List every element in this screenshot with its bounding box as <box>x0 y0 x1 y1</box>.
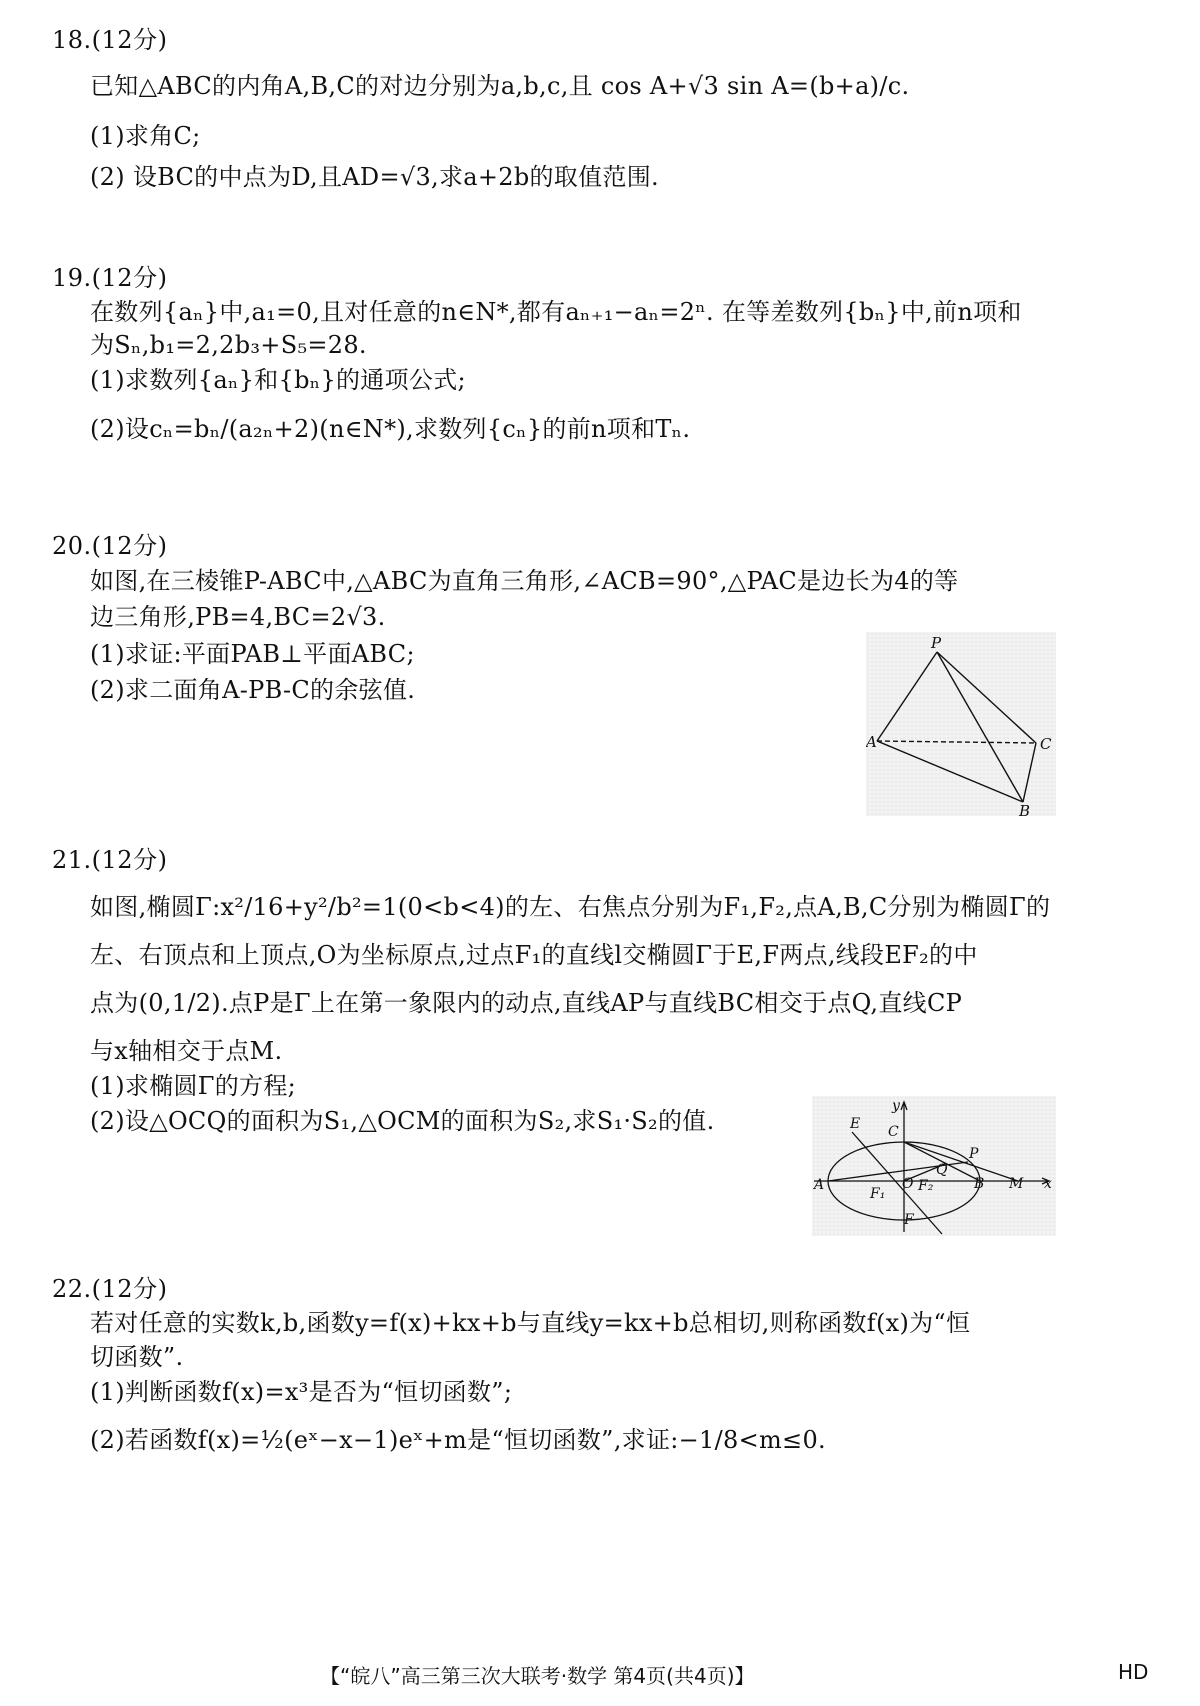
question-22-number: 22.(12分) <box>52 1275 168 1303</box>
question-22-line-2: 切函数”. <box>90 1343 184 1371</box>
label-A: A <box>814 1177 825 1193</box>
label-Q: Q <box>936 1162 948 1178</box>
question-19-number: 19.(12分) <box>52 264 168 292</box>
label-O: O <box>902 1176 914 1192</box>
question-18-line-2: (1)求角C; <box>90 122 201 150</box>
question-20-number: 20.(12分) <box>52 532 168 560</box>
question-21-line-3: 点为(0,1/2).点P是Γ上在第一象限内的动点,直线AP与直线BC相交于点Q,直线CP <box>90 989 963 1017</box>
label-P: P <box>969 1146 979 1162</box>
question-19-line-1: 在数列{aₙ}中,a₁=0,且对任意的n∈N*,都有aₙ₊₁−aₙ=2ⁿ. 在等差数列{bₙ}中,前n项和 <box>90 298 1022 326</box>
question-18-number: 18.(12分) <box>52 26 168 54</box>
question-21-line-5: (1)求椭圆Γ的方程; <box>90 1072 297 1100</box>
question-21-line-6: (2)设△OCQ的面积为S₁,△OCM的面积为S₂,求S₁·S₂的值. <box>90 1107 715 1135</box>
label-F: F <box>904 1212 914 1228</box>
label-P: P <box>931 634 942 652</box>
question-20-line-1: 如图,在三棱锥P-ABC中,△ABC为直角三角形,∠ACB=90°,△PAC是边长为4的等 <box>90 567 959 595</box>
label-B: B <box>1019 802 1031 816</box>
ellipse-figure <box>812 1096 1056 1236</box>
label-F2: F₂ <box>918 1178 934 1194</box>
edge-AB <box>877 741 1023 802</box>
question-22-line-3: (1)判断函数f(x)=x³是否为“恒切函数”; <box>90 1378 513 1406</box>
edge-CB <box>1023 743 1036 802</box>
question-20-line-3: (1)求证:平面PAB⊥平面ABC; <box>90 640 415 668</box>
edge-PC <box>937 652 1036 743</box>
label-M: M <box>1009 1176 1024 1192</box>
question-22-line-1: 若对任意的实数k,b,函数y=f(x)+kx+b与直线y=kx+b总相切,则称函数f(x)为“恒 <box>90 1309 971 1337</box>
label-C: C <box>888 1124 899 1140</box>
ellipse-diagram <box>812 1096 1056 1236</box>
label-x: x <box>1044 1176 1052 1192</box>
question-21-line-1: 如图,椭圆Γ:x²/16+y²/b²=1(0<b<4)的左、右焦点分别为F₁,F₂,点A,B,C分别为椭圆Γ的 <box>90 893 1051 921</box>
question-22-line-4: (2)若函数f(x)=½(eˣ−x−1)eˣ+m是“恒切函数”,求证:−1/8<m≤0. <box>90 1426 826 1454</box>
label-E: E <box>850 1116 861 1132</box>
question-18-line-1: 已知△ABC的内角A,B,C的对边分别为a,b,c,且 cos A+√3 sin A=(b+a)/c. <box>90 72 910 100</box>
footer-exam-info: 【“皖八”高三第三次大联考·数学 第4页(共4页)】 <box>320 1664 755 1688</box>
pyramid-diagram <box>866 632 1056 816</box>
label-y: y <box>892 1098 900 1114</box>
label-A: A <box>866 733 877 751</box>
edge-AC-hidden <box>877 741 1036 743</box>
label-B: B <box>974 1176 985 1192</box>
edge-PB <box>937 652 1023 802</box>
label-F1: F₁ <box>870 1186 886 1202</box>
question-19-line-2: 为Sₙ,b₁=2,2b₃+S₅=28. <box>90 331 367 359</box>
label-C: C <box>1040 735 1052 753</box>
line-CM <box>904 1142 1018 1181</box>
question-19-line-3: (1)求数列{aₙ}和{bₙ}的通项公式; <box>90 366 466 394</box>
edge-PA <box>877 652 937 741</box>
question-21-line-2: 左、右顶点和上顶点,O为坐标原点,过点F₁的直线l交椭圆Γ于E,F两点,线段EF₂的中 <box>90 941 978 969</box>
pyramid-figure <box>866 632 1056 816</box>
question-19-line-4: (2)设cₙ=bₙ/(a₂ₙ+2)(n∈N*),求数列{cₙ}的前n项和Tₙ. <box>90 415 691 443</box>
question-21-line-4: 与x轴相交于点M. <box>90 1037 283 1065</box>
question-20-line-2: 边三角形,PB=4,BC=2√3. <box>90 603 386 631</box>
question-18-line-3: (2) 设BC的中点为D,且AD=√3,求a+2b的取值范围. <box>90 163 659 191</box>
question-20-line-4: (2)求二面角A-PB-C的余弦值. <box>90 676 416 704</box>
footer-code: HD <box>1118 1660 1149 1684</box>
question-21-number: 21.(12分) <box>52 846 168 874</box>
